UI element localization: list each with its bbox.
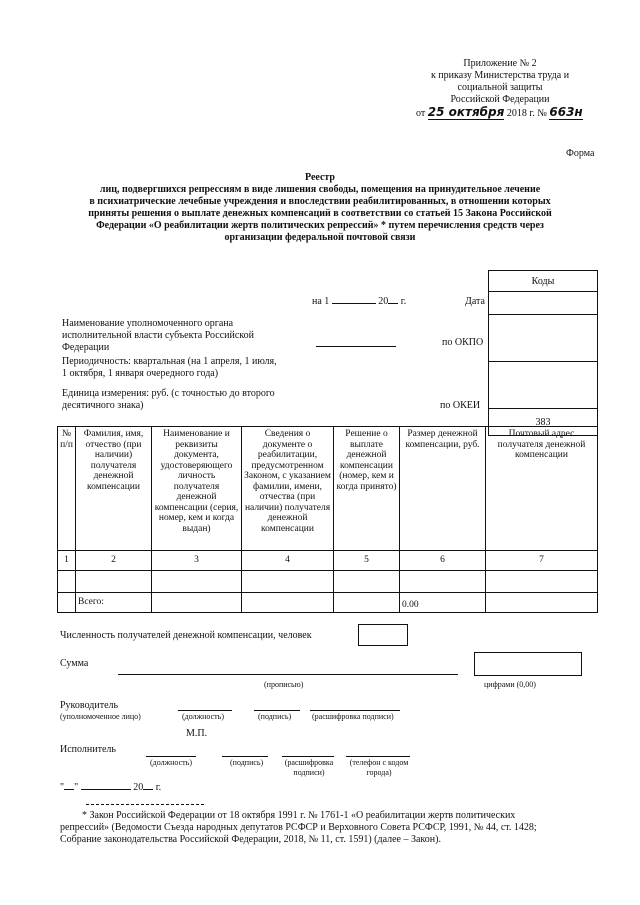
period-day-field[interactable] — [332, 303, 376, 304]
date-quote-open: " — [60, 782, 65, 793]
executor-decode-field[interactable] — [282, 756, 334, 757]
organ-line1: Наименование уполномоченного органа — [62, 318, 234, 329]
head-sub: (уполномоченное лицо) — [60, 712, 141, 721]
organ-label — [62, 318, 254, 354]
head-cap-decode: (расшифровка подписи) — [312, 712, 394, 721]
head-signature-field[interactable] — [254, 710, 300, 711]
appendix-line3: социальной защиты — [457, 82, 543, 93]
col-number-1: 1 — [58, 551, 76, 571]
total-empty-cell — [486, 593, 598, 613]
unit-line1: Единица измерения: руб. (с точностью до второго — [62, 388, 275, 399]
period-year: 20 — [378, 296, 389, 307]
appendix-line2: к приказу Министерства труда и — [430, 70, 570, 81]
periodicity — [62, 356, 277, 380]
appendix-date-prefix: от — [416, 108, 426, 119]
sum-digits-caption: цифрами (0,00) — [484, 680, 536, 689]
total-label: Всего: — [76, 593, 152, 613]
stamp-label: М.П. — [186, 728, 208, 739]
date-day-field[interactable] — [64, 789, 74, 790]
executor-position-field[interactable] — [146, 756, 196, 757]
header-id-document: Наименование и реквизиты документа, удостоверяющего личность получателя денежной компенсации (серия, номер, кем и когда выдан) — [152, 427, 242, 551]
data-cell[interactable] — [334, 571, 400, 593]
sum-words-caption: (прописью) — [264, 680, 304, 689]
appendix-date-mid: 2018 г. № — [506, 108, 547, 119]
data-cell[interactable] — [400, 571, 486, 593]
col-number-4: 4 — [242, 551, 334, 571]
unit-line2: десятичного знака) — [62, 400, 144, 411]
period-line — [312, 296, 406, 308]
total-empty-cell — [242, 593, 334, 613]
data-cell[interactable] — [76, 571, 152, 593]
footnote-line2: репрессий» (Ведомости Съезда народных депутатов РСФСР и Верховного Совета РСФСР, 1991, № 44, ст. 1428; — [60, 822, 537, 833]
head-label: Руководитель — [60, 700, 119, 711]
register-table — [57, 426, 598, 613]
executor-label: Исполнитель — [60, 744, 116, 755]
appendix-block — [420, 58, 580, 106]
date-year: 20 — [133, 782, 144, 793]
date-quote-close: " — [74, 782, 79, 793]
title-main: Реестр — [304, 172, 335, 183]
data-cell[interactable] — [58, 571, 76, 593]
footnote-line1: * Закон Российской Федерации от 18 октября 1991 г. № 1761-1 «О реабилитации жертв политических — [82, 810, 516, 821]
appendix-number-hand: 663н — [549, 105, 583, 119]
register-data-row — [58, 571, 598, 593]
codes-extra-cell[interactable] — [489, 362, 598, 409]
codes-date-cell[interactable] — [489, 292, 598, 315]
codes-okpo-label: по ОКПО — [442, 337, 484, 348]
data-cell[interactable] — [242, 571, 334, 593]
register-numbers-row — [58, 551, 598, 571]
sum-label: Сумма — [60, 658, 89, 669]
header-rehab-document: Сведения о документе о реабилитации, предусмотренном Законом, с указанием фамилии, имени, отчества (при наличии) получателя денежной компенсации — [242, 427, 334, 551]
col-number-6: 6 — [400, 551, 486, 571]
header-amount: Размер денежной компенсации, руб. — [400, 427, 486, 551]
title-line2: в психиатрические лечебные учреждения и впоследствии реабилитированных, в отношении которых — [89, 196, 551, 207]
header-name: Фамилия, имя, отчество (при наличии) получателя денежной компенсации — [76, 427, 152, 551]
title-line3: приняты решения о выплате денежных компенсаций в соответствии со статьей 15 Закона Российской — [88, 208, 552, 219]
executor-cap-signature: (подпись) — [230, 758, 264, 767]
register-header-row — [58, 427, 598, 551]
sum-words-field[interactable] — [118, 674, 458, 675]
title-block — [60, 172, 580, 244]
executor-cap-phone-line2: города) — [366, 768, 392, 777]
register-total-row — [58, 593, 598, 613]
executor-signature-field[interactable] — [222, 756, 268, 757]
date-suffix: г. — [155, 782, 162, 793]
periodicity-line1: Периодичность: квартальная (на 1 апреля, 1 июля, — [62, 356, 277, 367]
codes-date-label: Дата — [465, 296, 485, 307]
recipients-count-field[interactable] — [358, 624, 408, 646]
executor-cap-phone-line1: (телефон с кодом — [349, 758, 409, 767]
appendix-line1: Приложение № 2 — [463, 58, 537, 69]
date-year-field[interactable] — [143, 789, 153, 790]
data-cell[interactable] — [152, 571, 242, 593]
head-position-field[interactable] — [178, 710, 232, 711]
date-line — [60, 782, 161, 794]
appendix-date-hand: 25 октября — [427, 105, 505, 119]
total-empty-cell — [152, 593, 242, 613]
total-empty-cell — [334, 593, 400, 613]
executor-cap-phone — [342, 758, 416, 778]
organ-field[interactable] — [316, 346, 396, 347]
organ-line2: исполнительной власти субъекта Российской — [62, 330, 255, 341]
recipients-label: Численность получателей денежной компенсации, человек — [60, 630, 312, 641]
title-line5: организации федеральной почтовой связи — [224, 232, 416, 243]
codes-header: Коды — [489, 271, 598, 292]
col-number-3: 3 — [152, 551, 242, 571]
title-line1: лиц, подвергшихся репрессиям в виде лишения свободы, помещения на принудительное лечение — [99, 184, 541, 195]
col-number-5: 5 — [334, 551, 400, 571]
appendix-date — [416, 106, 596, 120]
sum-digits-field[interactable] — [474, 652, 582, 676]
periodicity-line2: 1 октября, 1 января очередного года) — [62, 368, 219, 379]
header-num: № п/п — [58, 427, 76, 551]
executor-cap-decode-line2: подписи) — [293, 768, 325, 777]
footnote-line3: Собрание законодательства Российской Федерации, 2018, № 11, ст. 1591) (далее – Закон). — [60, 834, 441, 845]
header-address: Почтовый адрес получателя денежной компенсации — [486, 427, 598, 551]
organ-line3: Федерации — [62, 342, 110, 353]
header-decision: Решение о выплате денежной компенсации (номер, кем и когда принято) — [334, 427, 400, 551]
date-month-field[interactable] — [81, 789, 131, 790]
codes-okpo-cell[interactable] — [489, 315, 598, 362]
appendix-line4: Российской Федерации — [450, 94, 550, 105]
codes-table — [488, 270, 598, 436]
total-value: 0.00 — [400, 593, 486, 613]
col-number-2: 2 — [76, 551, 152, 571]
unit — [62, 388, 275, 412]
total-empty-cell — [58, 593, 76, 613]
codes-okei-cell: 383 — [489, 409, 598, 436]
title-line4: Федерации «О реабилитации жертв политических репрессий» * путем перечисления средств через — [96, 220, 544, 231]
head-cap-position: (должность) — [182, 712, 224, 721]
footnote-separator — [86, 804, 204, 805]
form-label: Форма — [566, 148, 595, 159]
footnote — [60, 810, 600, 846]
period-suffix: г. — [400, 296, 407, 307]
executor-cap-decode — [280, 758, 338, 778]
codes-okei-label: по ОКЕИ — [440, 400, 481, 411]
period-prefix: на 1 — [312, 296, 330, 307]
data-cell[interactable] — [486, 571, 598, 593]
head-decode-field[interactable] — [310, 710, 400, 711]
period-year-field[interactable] — [388, 303, 398, 304]
col-number-7: 7 — [486, 551, 598, 571]
head-cap-signature: (подпись) — [258, 712, 292, 721]
executor-cap-position: (должность) — [150, 758, 192, 767]
executor-phone-field[interactable] — [346, 756, 410, 757]
executor-cap-decode-line1: (расшифровка — [284, 758, 334, 767]
